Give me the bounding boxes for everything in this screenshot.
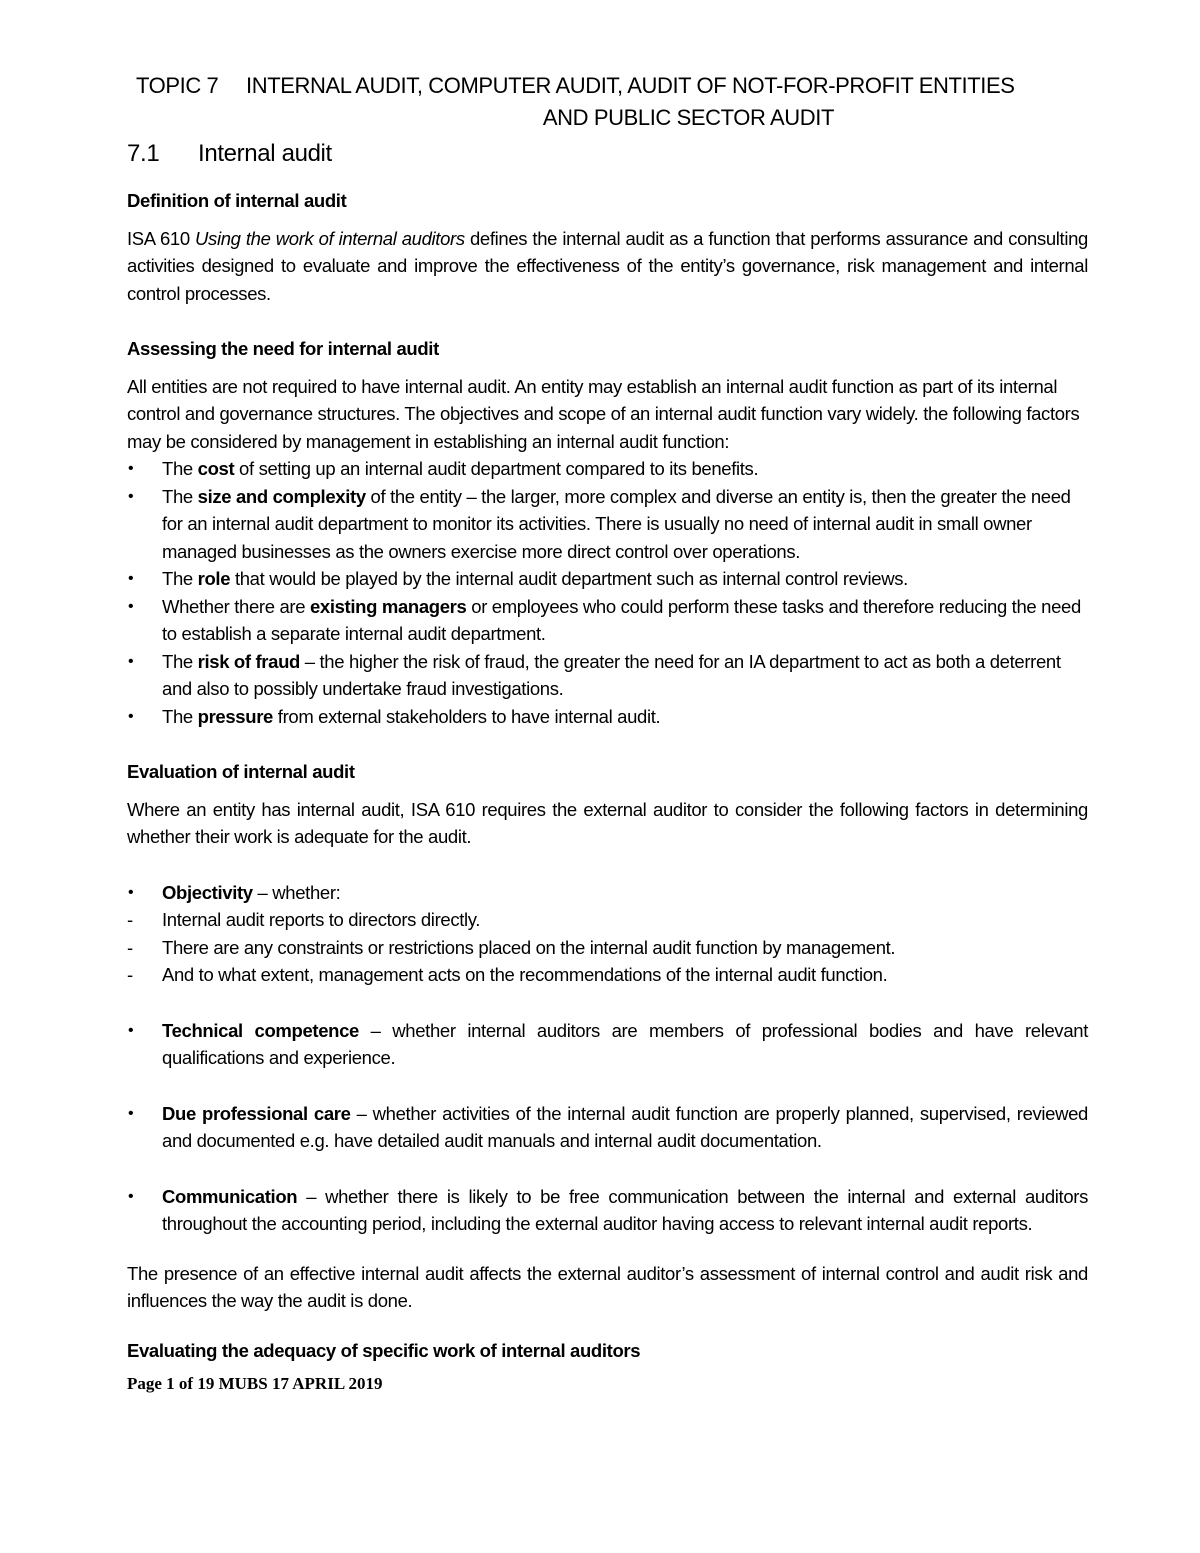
bullet-text-pre: The [162, 568, 198, 589]
adequacy-heading: Evaluating the adequacy of specific work of internal auditors [127, 1339, 641, 1361]
bullet-text-post: that would be played by the internal audit department such as internal control reviews. [230, 568, 908, 589]
bullet-text-post: of the entity – the larger, more complex and diverse an entity is, then the greater the need for an internal audit department to monitor its activities. There is usually no need of internal audit in small owner managed businesses as the owners exercise more direct control over operations. [162, 485, 1071, 562]
bullet-text-bold: cost [197, 458, 235, 479]
bullet-text-post: – the higher the risk of fraud, the greater the need for an IA department to act as both a deterrent and also to possibly undertake fraud investigations. [162, 650, 1061, 699]
list-spacer [127, 1072, 1088, 1100]
list-item [127, 648, 1088, 703]
due-care-label: Due professional care [162, 1102, 351, 1124]
bullet-icon: • [128, 1104, 134, 1122]
bullet-text-bold: existing managers [309, 595, 467, 617]
bullet-text-bold: role [197, 568, 231, 589]
dash-icon: - [127, 909, 133, 930]
bullet-icon: • [128, 487, 134, 505]
dash-icon: - [127, 936, 133, 958]
bullet-icon: • [128, 652, 134, 670]
bullet-text-post: from external stakeholders to have internal audit. [272, 705, 661, 727]
bullet-text-pre: The [162, 705, 198, 727]
bullet-text-pre: Whether there are [162, 595, 310, 617]
dash-item [127, 961, 1088, 989]
page-content [127, 70, 1088, 1398]
bullet-text-pre: The [162, 458, 198, 479]
list-spacer [127, 1155, 1088, 1183]
objectivity-dash-list [127, 906, 1088, 989]
list-item [127, 593, 1088, 648]
topic-title-text-1: INTERNAL AUDIT, COMPUTER AUDIT, AUDIT OF NOT-FOR-PROFIT ENTITIES [246, 73, 1015, 98]
bullet-icon: • [128, 460, 134, 477]
bullet-text-bold: pressure [197, 705, 273, 727]
bullet-text-pre: The [162, 650, 198, 672]
assessing-intro: All entities are not required to have internal audit. An entity may establish an internal audit function as part of its internal control and governance structures. The objectives and scope of an internal audit function vary widely. the following factors may be considered by management in establishing an internal audit function: [127, 375, 1080, 452]
section-title: Internal audit [198, 140, 332, 167]
evaluation-heading: Evaluation of internal audit [127, 761, 355, 782]
dash-text: Internal audit reports to directors directly. [162, 909, 481, 930]
bullet-icon: • [128, 597, 134, 615]
list-item-technical [127, 1017, 1088, 1072]
communication-label: Communication [162, 1185, 298, 1207]
isa-title: Using the work of internal auditors [195, 227, 465, 249]
topic-title-line2: AND PUBLIC SECTOR AUDIT [542, 105, 834, 130]
dash-icon: - [127, 964, 133, 985]
bullet-icon: • [128, 883, 134, 901]
bullet-text-post: or employees who could perform these tasks and therefore reducing the need to establish a separate internal audit department. [162, 595, 1081, 644]
dash-item [127, 906, 1088, 934]
definition-text: defines the internal audit as a function that performs assurance and consulting activities designed to evaluate and improve the effectiveness of the entity’s governance, risk management and internal control processes. [127, 227, 1088, 304]
assessing-heading: Assessing the need for internal audit [127, 338, 439, 359]
topic-title [127, 70, 1088, 134]
isa-reference: ISA 610 [127, 227, 196, 249]
list-item [127, 565, 1088, 593]
dash-text: And to what extent, management acts on the recommendations of the internal audit function. [162, 964, 888, 985]
dash-text: There are any constraints or restrictions placed on the internal audit function by management. [162, 936, 896, 958]
topic-number: TOPIC 7 [136, 73, 219, 98]
bullet-icon: • [128, 1021, 134, 1039]
list-item [127, 483, 1088, 566]
section-heading [127, 138, 1088, 170]
objectivity-label: Objectivity [162, 881, 253, 903]
list-item [127, 455, 1088, 483]
bullet-text-bold: size and complexity [197, 485, 366, 507]
evaluation-intro: Where an entity has internal audit, ISA 610 requires the external auditor to consider the following factors in determining whether their work is adequate for the audit. [127, 798, 1088, 847]
list-spacer [127, 989, 1088, 1017]
definition-heading: Definition of internal audit [127, 190, 347, 211]
topic-title-line1 [136, 70, 1088, 102]
page-footer: Page 1 of 19 MUBS 17 APRIL 2019 [127, 1374, 383, 1393]
technical-label: Technical competence [162, 1019, 359, 1041]
bullet-text-bold: risk of fraud [197, 650, 300, 672]
list-item-due-care [127, 1100, 1088, 1155]
list-item-objectivity [127, 879, 1088, 989]
due-care-text: – whether activities of the internal audit function are properly planned, supervised, reviewed and documented e.g. have detailed audit manuals and internal audit documentation. [162, 1102, 1088, 1151]
bullet-icon: • [128, 707, 134, 725]
technical-text: – whether internal auditors are members of professional bodies and have relevant qualifications and experience. [162, 1019, 1089, 1068]
communication-text: – whether there is likely to be free communication between the internal and external auditors throughout the accounting period, including the external auditor having access to relevant internal audit reports. [162, 1185, 1088, 1234]
section-number: 7.1 [127, 140, 160, 167]
bullet-icon: • [128, 1187, 134, 1205]
dash-item [127, 934, 1088, 962]
bullet-icon: • [128, 570, 134, 587]
evaluation-conclusion: The presence of an effective internal audit affects the external auditor’s assessment of internal control and audit risk and influences the way the audit is done. [127, 1262, 1088, 1311]
objectivity-text: – whether: [252, 881, 341, 903]
assessing-factors-list [127, 455, 1088, 730]
definition-paragraph [127, 225, 1088, 308]
bullet-text-post: of setting up an internal audit department compared to its benefits. [234, 458, 759, 479]
evaluation-factors-list [127, 879, 1088, 1238]
bullet-text-pre: The [162, 485, 198, 507]
list-item-communication [127, 1183, 1088, 1238]
list-item [127, 703, 1088, 731]
